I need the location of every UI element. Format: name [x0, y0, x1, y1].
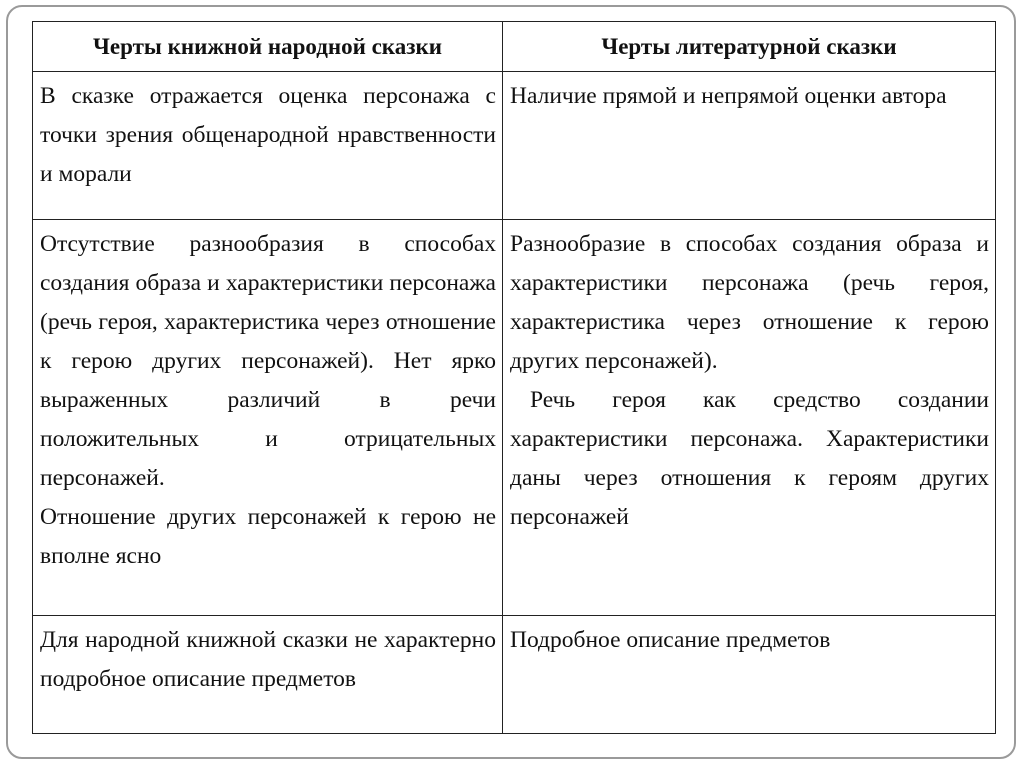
literary-cell: [503, 72, 996, 220]
table-row: [33, 616, 996, 734]
folk-cell: [33, 220, 503, 616]
cell-text: Наличие прямой и непрямой оценки автора: [510, 83, 947, 109]
comparison-table: [32, 21, 996, 734]
cell-text: Отсутствие разнообразия в способах создания образа и характеристики персонажа (речь героя, характеристика через отношение к герою других персонажей). Нет ярко выраженных различий в речи положительных и отрицательных персонажей.: [40, 231, 496, 491]
folk-cell: [33, 72, 503, 220]
table-row: [33, 72, 996, 220]
cell-text: Подробное описание предметов: [510, 627, 831, 653]
cell-text: Разнообразие в способах создания образа и характеристики персонажа (речь героя, характеристика через отношение к герою других персонажей).: [510, 231, 989, 374]
literary-cell: [503, 616, 996, 734]
cell-text: Отношение других персонажей к герою не вполне ясно: [40, 504, 496, 569]
folk-cell: [33, 616, 503, 734]
table-header-row: [33, 22, 996, 72]
literary-cell: [503, 220, 996, 616]
cell-text: Речь героя как средство создании характеристики персонажа. Характеристики даны через отношения к героям других персонажей: [510, 387, 989, 530]
cell-text: В сказке отражается оценка персонажа с точки зрения общенародной нравственности и морали: [40, 83, 496, 187]
header-folk-tale: Черты книжной народной сказки: [33, 22, 503, 72]
header-literary-tale: Черты литературной сказки: [503, 22, 996, 72]
cell-text: Для народной книжной сказки не характерно подробное описание предметов: [40, 627, 496, 692]
table-row: [33, 220, 996, 616]
